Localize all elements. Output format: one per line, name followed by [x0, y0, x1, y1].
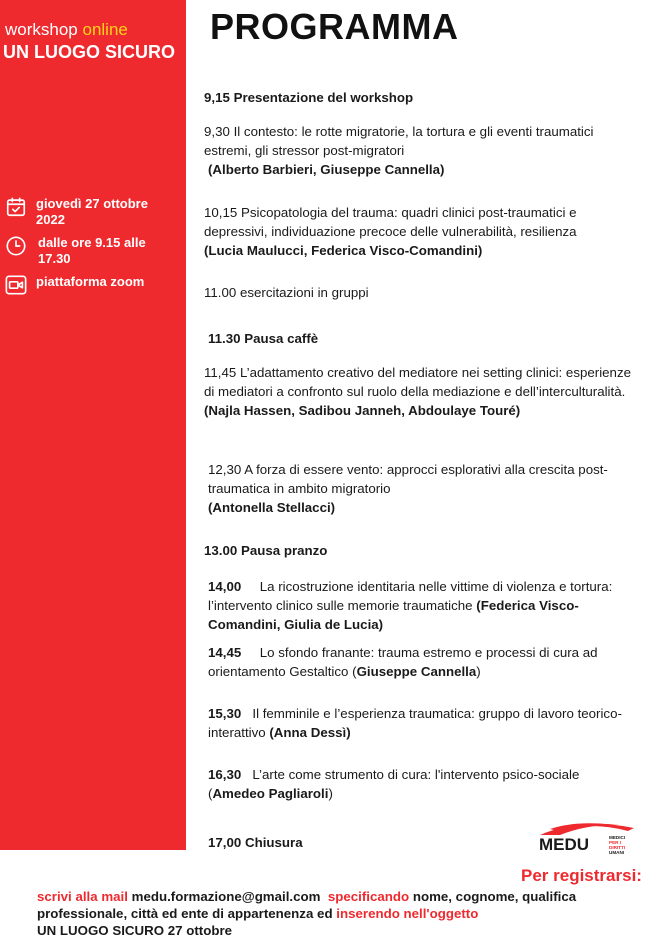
event-time: dalle ore 9.15 alle 17.30: [38, 235, 146, 266]
program-item: 14,00 La ricostruzione identitaria nelle vittime di violenza e tortura: l’intervento clinico sulle memorie traumatiche (Federica Visco-Comandini, Giulia de Lucia): [208, 579, 613, 632]
registration-instructions: scrivi alla mail medu.formazione@gmail.com specificando nome, cognome, qualifica professionale, città ed ente di appartenenza ed inserendo nell'oggetto UN LUOGO SICURO 27 ottobre: [37, 889, 577, 938]
page-title: PROGRAMMA: [210, 6, 459, 47]
program-item: 10,15 Psicopatologia del trauma: quadri clinici post-traumatici e depressivi, individuazione precoce delle vulnerabilità, resilienza (Lucia Maulucci, Federica Visco-Comandini): [204, 205, 577, 258]
video-camera-icon: [5, 274, 27, 296]
online-label: online: [82, 20, 128, 39]
logo-tagline: PER I: [609, 840, 621, 845]
email-subject: UN LUOGO SICURO 27 ottobre: [37, 923, 233, 938]
program-item: 16,30 L’arte come strumento di cura: l'intervento psico-sociale (Amedeo Pagliaroli): [208, 767, 580, 801]
medu-logo: [538, 818, 638, 854]
clock-icon: [5, 235, 27, 257]
logo-wordmark: MEDU: [539, 835, 590, 854]
registration-title: Per registrarsi:: [521, 866, 642, 885]
logo-tagline: DIRITTI: [609, 845, 626, 850]
logo-tagline: MEDICI: [609, 835, 626, 840]
workshop-title: UN LUOGO SICURO: [3, 42, 176, 62]
program-item: 12,30 A forza di essere vento: approcci esplorativi alla crescita post-traumatica in ambito migratorio (Antonella Stellacci): [208, 462, 608, 515]
program-item: 11.30 Pausa caffè: [208, 331, 319, 346]
program-item: 9,15 Presentazione del workshop: [204, 90, 414, 105]
contact-email[interactable]: medu.formazione@gmail.com: [131, 889, 321, 904]
sidebar: [0, 0, 186, 850]
program-item: 15,30 Il femminile e l’esperienza traumatica: gruppo di lavoro teorico-interattivo (Anna Dessì): [208, 706, 622, 740]
logo-tagline: UMANI: [609, 850, 625, 854]
program-item: 9,30 Il contesto: le rotte migratorie, la tortura e gli eventi traumatici estremi, gli stressor post-migratori (Alberto Barbieri, Giuseppe Cannella): [204, 124, 594, 177]
program-item: 17,00 Chiusura: [208, 835, 303, 850]
calendar-icon: [5, 196, 27, 218]
platform-row: [5, 274, 176, 296]
event-platform: piattaforma zoom: [36, 274, 145, 289]
date-row: [5, 196, 176, 228]
program-item: 11,45 L’adattamento creativo del mediatore nei setting clinici: esperienze di mediatori a confronto sul ruolo della mediazione e dell’interculturalità.(Najla Hassen, Sadibou Janneh, Abdoulaye Touré): [204, 365, 631, 418]
program-item: 11.00 esercitazioni in gruppi: [204, 285, 369, 300]
program-item: 13.00 Pausa pranzo: [204, 543, 328, 558]
time-row: [5, 235, 178, 267]
workshop-label: workshop online: [5, 20, 128, 39]
program-item: 14,45 Lo sfondo franante: trauma estremo e processi di cura ad orientamento Gestaltico (Giuseppe Cannella): [208, 645, 598, 679]
event-date: giovedì 27 ottobre 2022: [36, 196, 148, 227]
